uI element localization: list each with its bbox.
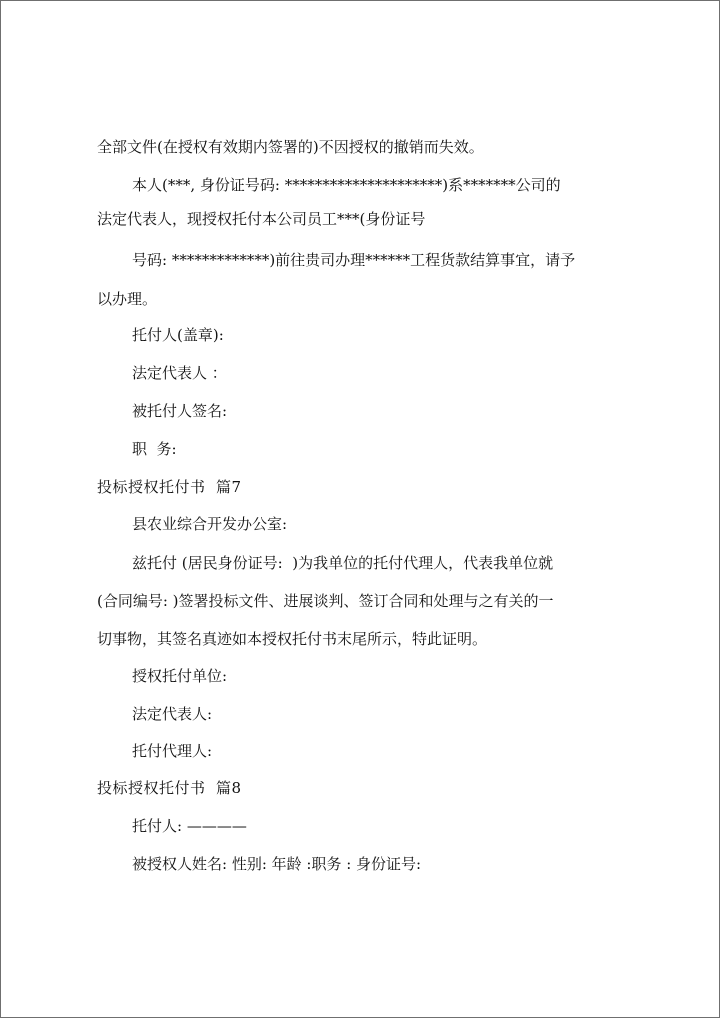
addressee-line: 县农业综合开发办公室: — [132, 515, 288, 533]
section-heading: 投标授权托付书 篇7 — [97, 478, 242, 496]
signature-field: 被托付人签名: — [132, 402, 228, 420]
signature-field: 法定代表人 ： — [132, 364, 227, 382]
paragraph-line: 兹托付 (居民身份证号: )为我单位的托付代理人，代表我单位就 — [132, 554, 554, 572]
paragraph-line: 法定代表人，现授权托付本公司员工***(身份证号 — [97, 210, 426, 228]
paragraph-line: 号码: *************)前往贵司办理******工程货款结算事宜，请予 — [132, 251, 576, 269]
signature-field: 法定代表人: — [132, 705, 213, 723]
signature-field: 授权托付单位: — [132, 667, 228, 685]
paragraph-line: 全部文件(在授权有效期内签署的)不因授权的撤销而失效。 — [97, 138, 484, 156]
signature-field: 托付代理人: — [132, 742, 213, 760]
paragraph-line: 以办理。 — [97, 290, 158, 308]
signature-field: 托付人: ———— — [132, 817, 247, 835]
paragraph-line: 切事物，其签名真迹如本授权托付书末尾所示，特此证明。 — [97, 630, 488, 648]
signature-field: 职 务: — [132, 440, 177, 458]
section-heading: 投标授权托付书 篇8 — [97, 779, 242, 797]
paragraph-line: 本人(***, 身份证号码: *********************)系*******公司的 — [132, 176, 561, 194]
paragraph-line: (合同编号: )签署投标文件、进展谈判、签订合同和处理与之有关的一 — [97, 592, 554, 610]
signature-field: 托付人(盖章): — [132, 326, 224, 344]
signature-field: 被授权人姓名: 性别: 年龄 :职务 : 身份证号: — [132, 855, 422, 873]
